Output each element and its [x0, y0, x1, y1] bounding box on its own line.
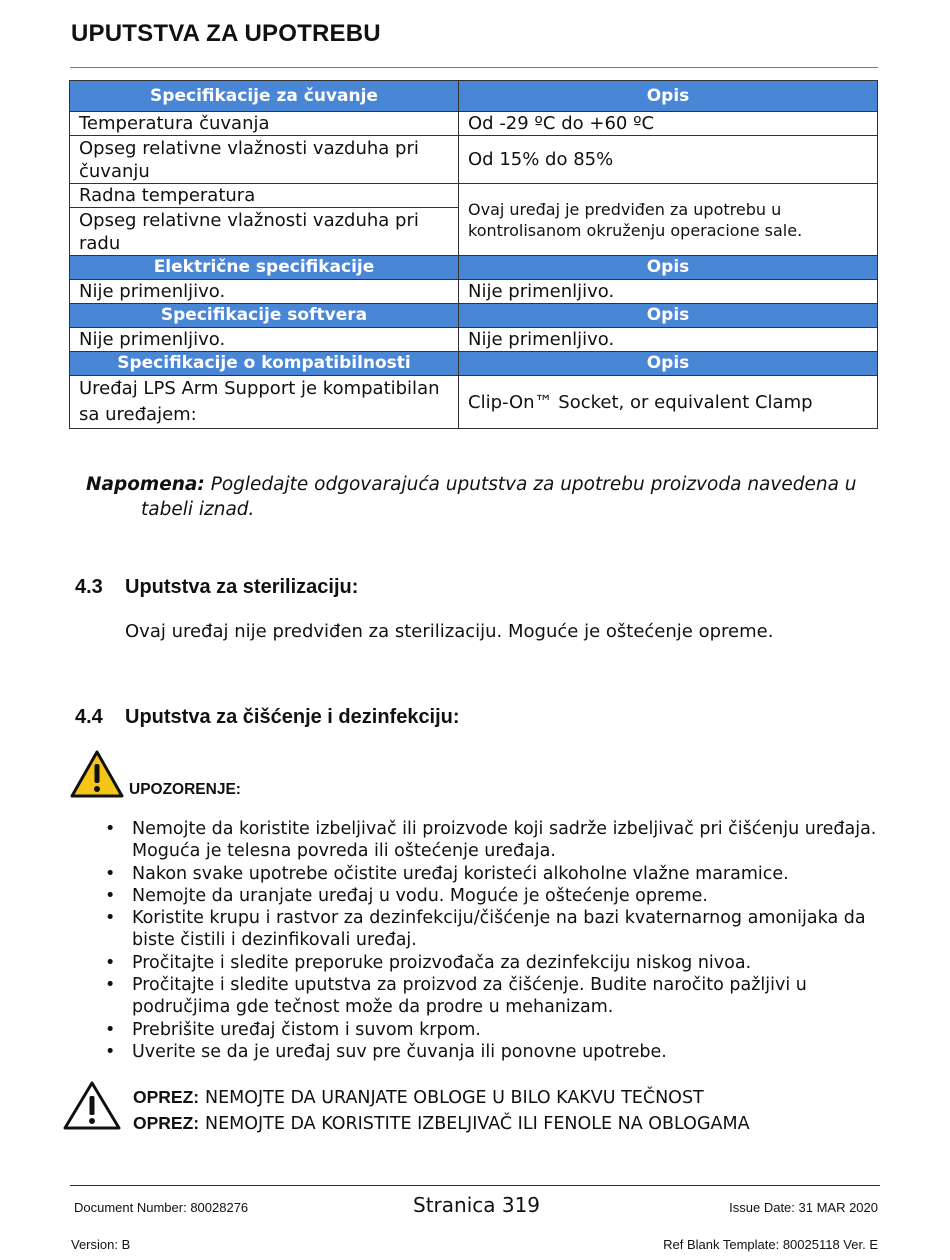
header-description: Opis [459, 256, 878, 280]
section-number: 4.4 [75, 706, 103, 728]
electrical-right: Nije primenljivo. [459, 280, 878, 304]
table-header-row [70, 81, 878, 112]
storage-temp-value: Od -29 ºC do +60 ºC [459, 112, 878, 136]
table-row [70, 112, 878, 136]
table-row [70, 136, 878, 184]
note-continuation: tabeli iznad. [141, 499, 255, 520]
header-compatibility: Specifikacije o kompatibilnosti [70, 352, 459, 376]
section-heading-4-4 [75, 706, 460, 729]
header-software: Specifikacije softvera [70, 304, 459, 328]
issue-date: Issue Date: 31 MAR 2020 [729, 1200, 878, 1215]
table-row [70, 184, 878, 208]
list-item: • Nakon svake upotrebe očistite uređaj koristeći alkoholne vlažne maramice. [105, 863, 885, 885]
version: Version: B [71, 1237, 131, 1252]
sterilization-text: Ovaj uređaj nije predviđen za sterilizaciju. Moguće je oštećenje opreme. [125, 621, 774, 642]
caution-text: NEMOJTE DA KORISTITE IZBELJIVAČ ILI FENOLE NA OBLOGAMA [205, 1114, 750, 1134]
header-description: Opis [459, 81, 878, 112]
list-item: • Prebrišite uređaj čistom i suvom krpom. [105, 1019, 885, 1041]
caution-label: OPREZ: [133, 1113, 200, 1133]
table-row [70, 280, 878, 304]
ref-template: Ref Blank Template: 80025118 Ver. E [663, 1237, 878, 1252]
footer-divider [70, 1185, 880, 1186]
header-storage: Specifikacije za čuvanje [70, 81, 459, 112]
list-item: • Pročitajte i sledite preporuke proizvođača za dezinfekciju niskog nivoa. [105, 952, 885, 974]
note-text: Pogledajte odgovarajuća uputstva za upotrebu proizvoda navedena u [210, 474, 857, 495]
warning-label: UPOZORENJE: [129, 781, 241, 798]
note-label: Napomena: [86, 474, 205, 495]
software-right: Nije primenljivo. [459, 328, 878, 352]
list-item: • Uverite se da je uređaj suv pre čuvanja ili ponovne upotrebe. [105, 1041, 885, 1063]
title-divider [70, 67, 878, 68]
operating-humidity-label: Opseg relativne vlažnosti vazduha pri radu [70, 208, 459, 256]
table-row [70, 376, 878, 429]
operating-value: Ovaj uređaj je predviđen za upotrebu u kontrolisanom okruženju operacione sale. [459, 184, 878, 256]
storage-humidity-label: Opseg relativne vlažnosti vazduha pri čuvanju [70, 136, 459, 184]
storage-humidity-value: Od 15% do 85% [459, 136, 878, 184]
caution-line-1 [133, 1087, 704, 1108]
warning-list [105, 818, 885, 1063]
page-number: Stranica 319 [413, 1193, 541, 1217]
caution-text: NEMOJTE DA URANJATE OBLOGE U BILO KAKVU TEČNOST [205, 1088, 704, 1108]
list-item: • Pročitajte i sledite uputstva za proizvod za čišćenje. Budite naročito pažljivi u područjima gde tečnost može da prodre u mehanizam. [105, 974, 885, 1019]
section-number: 4.3 [75, 576, 103, 598]
header-description: Opis [459, 352, 878, 376]
list-item: • Koristite krupu i rastvor za dezinfekciju/čišćenje na bazi kvaternarnog amonijaka da biste čistili i dezinfikovali uređaj. [105, 907, 885, 952]
software-left: Nije primenljivo. [70, 328, 459, 352]
section-heading-4-3 [75, 576, 358, 599]
table-header-row [70, 304, 878, 328]
table-header-row [70, 352, 878, 376]
specifications-table [69, 80, 878, 429]
section-title: Uputstva za čišćenje i dezinfekciju: [125, 706, 460, 728]
warning-triangle-icon [70, 749, 124, 799]
document-number: Document Number: 80028276 [74, 1200, 249, 1215]
note [86, 472, 876, 522]
header-description: Opis [459, 304, 878, 328]
list-item: • Nemojte da koristite izbeljivač ili proizvode koji sadrže izbeljivač pri čišćenju uređaja. Moguća je telesna povreda ili oštećenje uređaja. [105, 818, 885, 863]
caution-triangle-icon [62, 1079, 122, 1131]
electrical-left: Nije primenljivo. [70, 280, 459, 304]
header-electrical: Električne specifikacije [70, 256, 459, 280]
storage-temp-label: Temperatura čuvanja [70, 112, 459, 136]
compat-left: Uređaj LPS Arm Support je kompatibilan sa uređajem: [70, 376, 459, 429]
table-header-row [70, 256, 878, 280]
page-title: UPUTSTVA ZA UPOTREBU [71, 20, 381, 47]
caution-label: OPREZ: [133, 1087, 200, 1107]
table-row [70, 328, 878, 352]
list-item: • Nemojte da uranjate uređaj u vodu. Moguće je oštećenje opreme. [105, 885, 885, 907]
compat-right: Clip-On™ Socket, or equivalent Clamp [459, 376, 878, 429]
operating-temp-label: Radna temperatura [70, 184, 459, 208]
section-title: Uputstva za sterilizaciju: [125, 576, 359, 598]
caution-line-2 [133, 1113, 750, 1134]
